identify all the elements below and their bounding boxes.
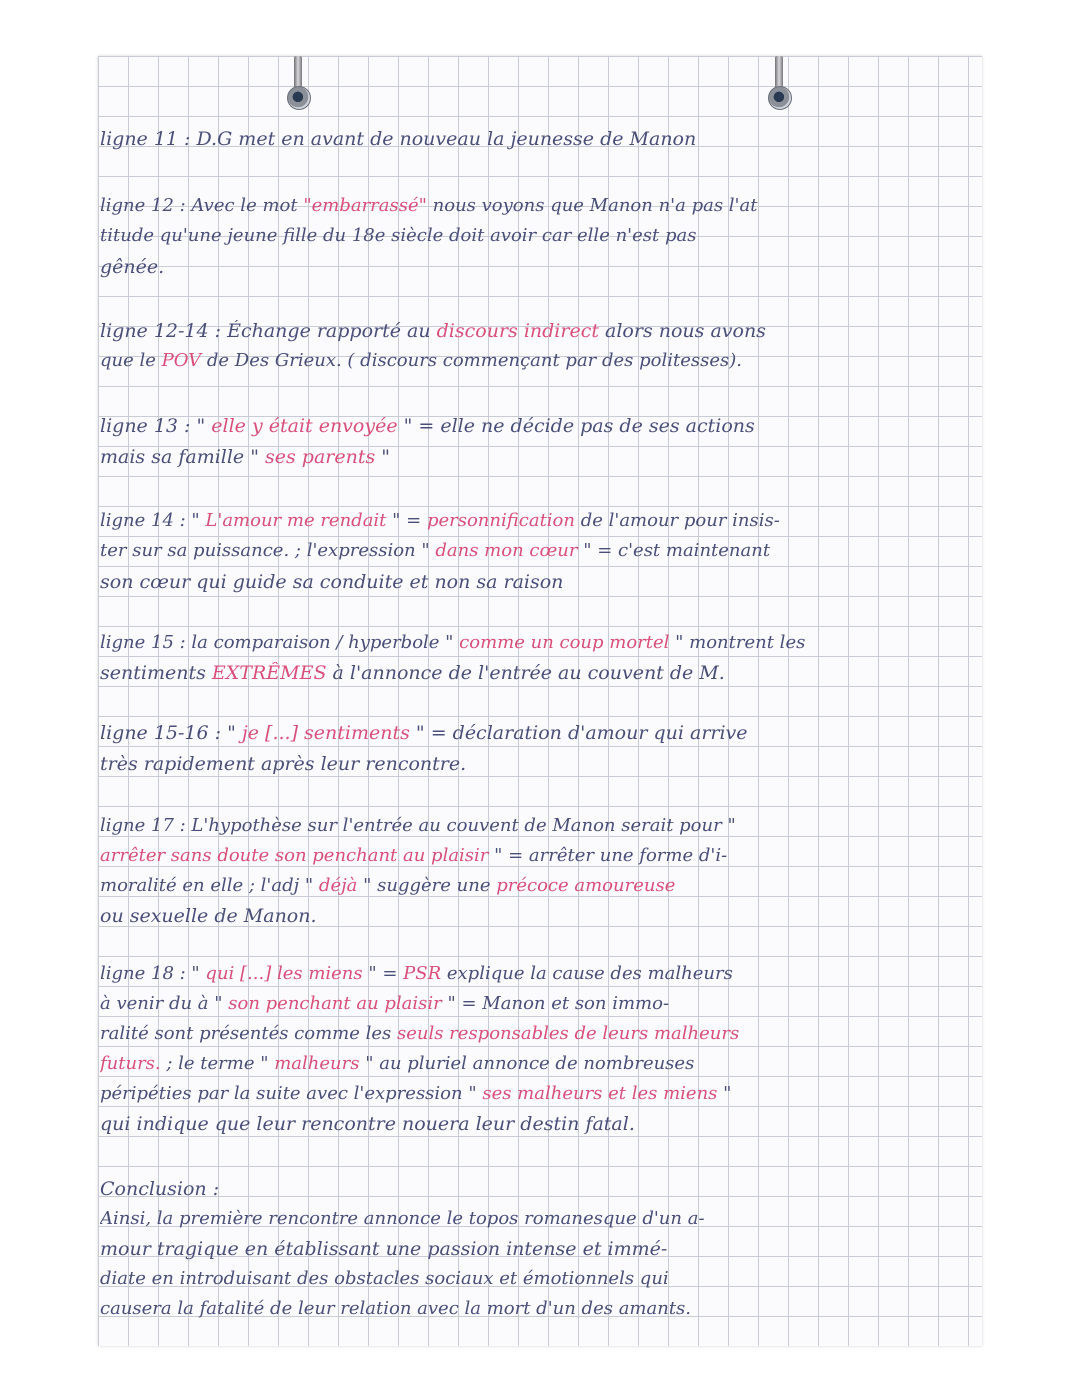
note-line-conc2	[100, 1238, 984, 1260]
note-segment: L'amour me rendait	[205, 510, 387, 531]
note-segment: ses parents	[265, 446, 376, 468]
note-line-l12a	[100, 195, 984, 216]
note-segment: très rapidement après leur rencontre.	[100, 753, 467, 775]
note-segment: malheurs	[274, 1053, 360, 1074]
note-segment: Ainsi, la première rencontre annonce le topos romanesque d'un a-	[100, 1208, 705, 1229]
note-segment: " =	[386, 510, 427, 531]
note-segment: titude qu'une jeune fille du 18e siècle doit avoir car elle n'est pas	[100, 225, 697, 246]
note-segment: dans mon cœur	[435, 540, 578, 561]
note-line-l15a	[100, 632, 984, 653]
note-segment: " au pluriel annonce de nombreuses	[359, 1053, 695, 1074]
note-line-l17c	[100, 875, 984, 896]
note-segment: PSR	[403, 963, 442, 984]
note-segment: arrêter sans doute son penchant au plaisir	[100, 845, 489, 866]
note-segment: Conclusion :	[100, 1178, 220, 1200]
note-segment: ligne 15-16 : "	[100, 722, 242, 744]
note-line-conc1	[100, 1208, 984, 1229]
note-line-conc4	[100, 1298, 984, 1319]
note-line-l14c	[100, 571, 984, 593]
note-segment: à venir du à "	[100, 993, 229, 1014]
note-segment: ralité sont présentés comme les	[100, 1023, 397, 1044]
note-segment: comme un coup mortel	[459, 632, 670, 653]
note-segment: mour tragique en établissant une passion intense et immé-	[100, 1238, 668, 1260]
note-segment: à l'annonce de l'entrée au couvent de M.	[326, 662, 725, 684]
note-segment: futurs.	[100, 1053, 161, 1074]
note-segment: moralité en elle ; l'adj "	[100, 875, 319, 896]
note-segment: de Des Grieux. ( discours commençant par des politesses).	[201, 350, 743, 371]
note-segment: déjà	[318, 875, 358, 896]
note-line-l17d	[100, 905, 984, 927]
note-segment: nous voyons que Manon n'a pas l'at	[426, 195, 758, 216]
note-segment: explique la cause des malheurs	[441, 963, 733, 984]
note-segment: je [...] sentiments	[241, 722, 410, 744]
note-segment: causera la fatalité de leur relation avec la mort d'un des amants.	[100, 1298, 692, 1319]
note-segment: son penchant au plaisir	[228, 993, 442, 1014]
note-segment: " = Manon et son immo-	[441, 993, 670, 1014]
note-segment: ligne 12 : Avec le mot	[100, 195, 304, 216]
note-segment: alors nous avons	[598, 320, 766, 342]
note-line-l11	[100, 128, 984, 150]
note-line-l18b	[100, 993, 984, 1014]
note-line-l1214a	[100, 320, 984, 342]
note-line-l14a	[100, 510, 984, 531]
note-line-l12b	[100, 225, 984, 246]
note-segment: ligne 14 : "	[100, 510, 206, 531]
note-segment: ligne 15 : la comparaison / hyperbole "	[100, 632, 460, 653]
note-segment: " montrent les	[669, 632, 806, 653]
note-segment: " = déclaration d'amour qui arrive	[409, 722, 748, 744]
note-segment: EXTRÊMES	[211, 662, 327, 684]
note-line-l18c	[100, 1023, 984, 1044]
note-segment: elle y était envoyée	[211, 415, 398, 437]
note-segment: précoce amoureuse	[496, 875, 676, 896]
note-line-l1516b	[100, 753, 984, 775]
note-line-l1516a	[100, 722, 984, 744]
note-line-l14b	[100, 540, 984, 561]
note-segment: péripéties par la suite avec l'expression "	[100, 1083, 483, 1104]
note-segment: de l'amour pour insis-	[575, 510, 780, 531]
note-line-l13b	[100, 446, 984, 468]
note-segment: " = elle ne décide pas de ses actions	[397, 415, 755, 437]
note-segment: ter sur sa puissance. ; l'expression "	[100, 540, 436, 561]
note-segment: POV	[161, 350, 202, 371]
note-segment: diate en introduisant des obstacles sociaux et émotionnels qui	[100, 1268, 669, 1289]
note-segment: "	[717, 1083, 732, 1104]
note-segment: " = arrêter une forme d'i-	[488, 845, 728, 866]
note-segment: " suggère une	[357, 875, 497, 896]
note-segment: ; le terme "	[160, 1053, 275, 1074]
note-line-l1214b	[100, 350, 984, 371]
note-segment: qui [...] les miens	[205, 963, 363, 984]
note-line-l18d	[100, 1053, 984, 1074]
note-segment: " =	[362, 963, 404, 984]
note-segment: qui indique que leur rencontre nouera leur destin fatal.	[100, 1113, 635, 1135]
note-line-l18e	[100, 1083, 984, 1104]
note-segment: "embarrassé"	[303, 195, 427, 216]
note-segment: ligne 17 : L'hypothèse sur l'entrée au couvent de Manon serait pour "	[100, 815, 736, 836]
note-segment: "	[375, 446, 391, 468]
note-line-l18a	[100, 963, 984, 984]
note-segment: " = c'est maintenant	[577, 540, 771, 561]
note-line-l12c	[100, 256, 984, 278]
note-segment: seuls responsables de leurs malheurs	[396, 1023, 740, 1044]
note-segment: ligne 13 : "	[100, 415, 212, 437]
note-line-l17b	[100, 845, 984, 866]
note-segment: ou sexuelle de Manon.	[100, 905, 317, 927]
note-segment: son cœur qui guide sa conduite et non sa raison	[100, 571, 564, 593]
note-segment: que le	[100, 350, 162, 371]
note-segment: ligne 11 : D.G met en avant de nouveau la jeunesse de Manon	[100, 128, 697, 150]
note-line-l15b	[100, 662, 984, 684]
note-segment: ligne 18 : "	[100, 963, 206, 984]
note-line-conc0	[100, 1178, 984, 1200]
note-segment: gênée.	[100, 256, 165, 278]
note-segment: discours indirect	[436, 320, 599, 342]
note-line-conc3	[100, 1268, 984, 1289]
note-line-l17a	[100, 815, 984, 836]
note-segment: ses malheurs et les miens	[482, 1083, 718, 1104]
note-line-l13a	[100, 415, 984, 437]
note-segment: sentiments	[100, 662, 212, 684]
note-segment: ligne 12-14 : Échange rapporté au	[100, 320, 437, 342]
note-line-l18f	[100, 1113, 984, 1135]
note-segment: mais sa famille "	[100, 446, 265, 468]
note-segment: personnification	[426, 510, 575, 531]
